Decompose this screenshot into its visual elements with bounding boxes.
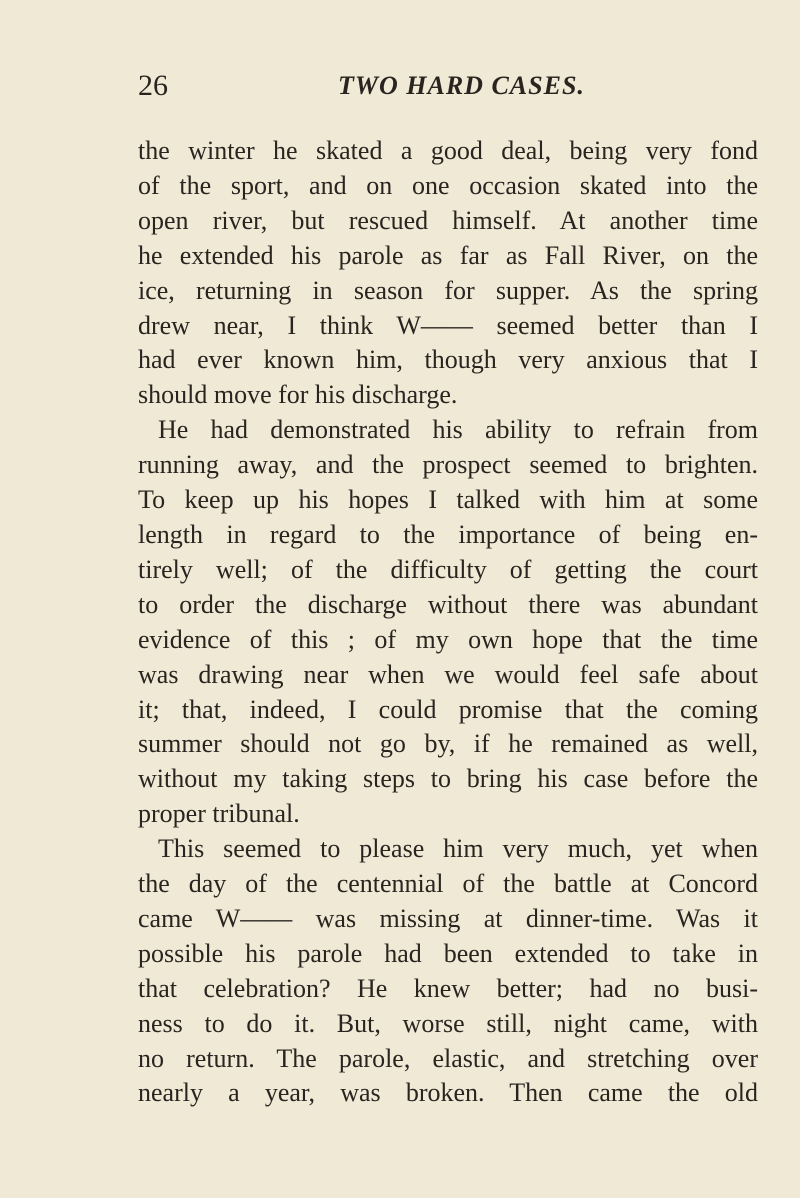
paragraph-line: without my taking steps to bring his case before the [138,764,758,794]
paragraph-line: should move for his discharge. [138,380,458,410]
paragraph-line: proper tribunal. [138,799,300,829]
paragraph-line: no return. The parole, elastic, and stretching over [138,1043,758,1073]
paragraph-line: open river, but rescued himself. At another time [138,205,758,235]
paragraph-line: summer should not go by, if he remained as well, [138,729,758,759]
paragraph-line: the day of the centennial of the battle at Concord [138,869,758,899]
paragraph-line: had ever known him, though very anxious that I [138,345,758,375]
page-header [138,68,758,104]
paragraph-line: was drawing near when we would feel safe about [138,659,758,689]
paragraph-line: drew near, I think W—— seemed better than I [138,310,758,340]
running-head: TWO HARD CASES. [338,71,585,100]
paragraph-line: ice, returning in season for supper. As the spring [138,275,758,305]
paragraph-line: length in regard to the importance of being en- [138,519,758,549]
paragraph-line: tirely well; of the difficulty of getting the court [138,554,758,584]
paragraph-line: He had demonstrated his ability to refrain from [158,415,758,445]
page-number: 26 [138,69,168,102]
paragraph-line: he extended his parole as far as Fall River, on the [138,240,758,270]
paragraph-line: This seemed to please him very much, yet when [158,834,758,864]
paragraph-line: possible his parole had been extended to take in [138,938,758,968]
paragraph-line: it; that, indeed, I could promise that the coming [138,694,758,724]
paragraph-line: came W—— was missing at dinner-time. Was it [138,903,758,933]
paragraph-line: ness to do it. But, worse still, night came, with [138,1008,758,1038]
paragraph-line: that celebration? He knew better; had no busi- [138,973,758,1003]
paragraph-line: to order the discharge without there was abundant [138,589,758,619]
paragraph-line: To keep up his hopes I talked with him at some [138,485,758,515]
body-text [138,134,758,1111]
paragraph-line: running away, and the prospect seemed to brighten. [138,450,758,480]
paragraph-line: the winter he skated a good deal, being very fond [138,136,758,165]
paragraph-line: nearly a year, was broken. Then came the old [138,1078,758,1108]
paragraph-line: of the sport, and on one occasion skated into the [138,170,758,200]
paragraph-line: evidence of this ; of my own hope that the time [138,624,758,654]
